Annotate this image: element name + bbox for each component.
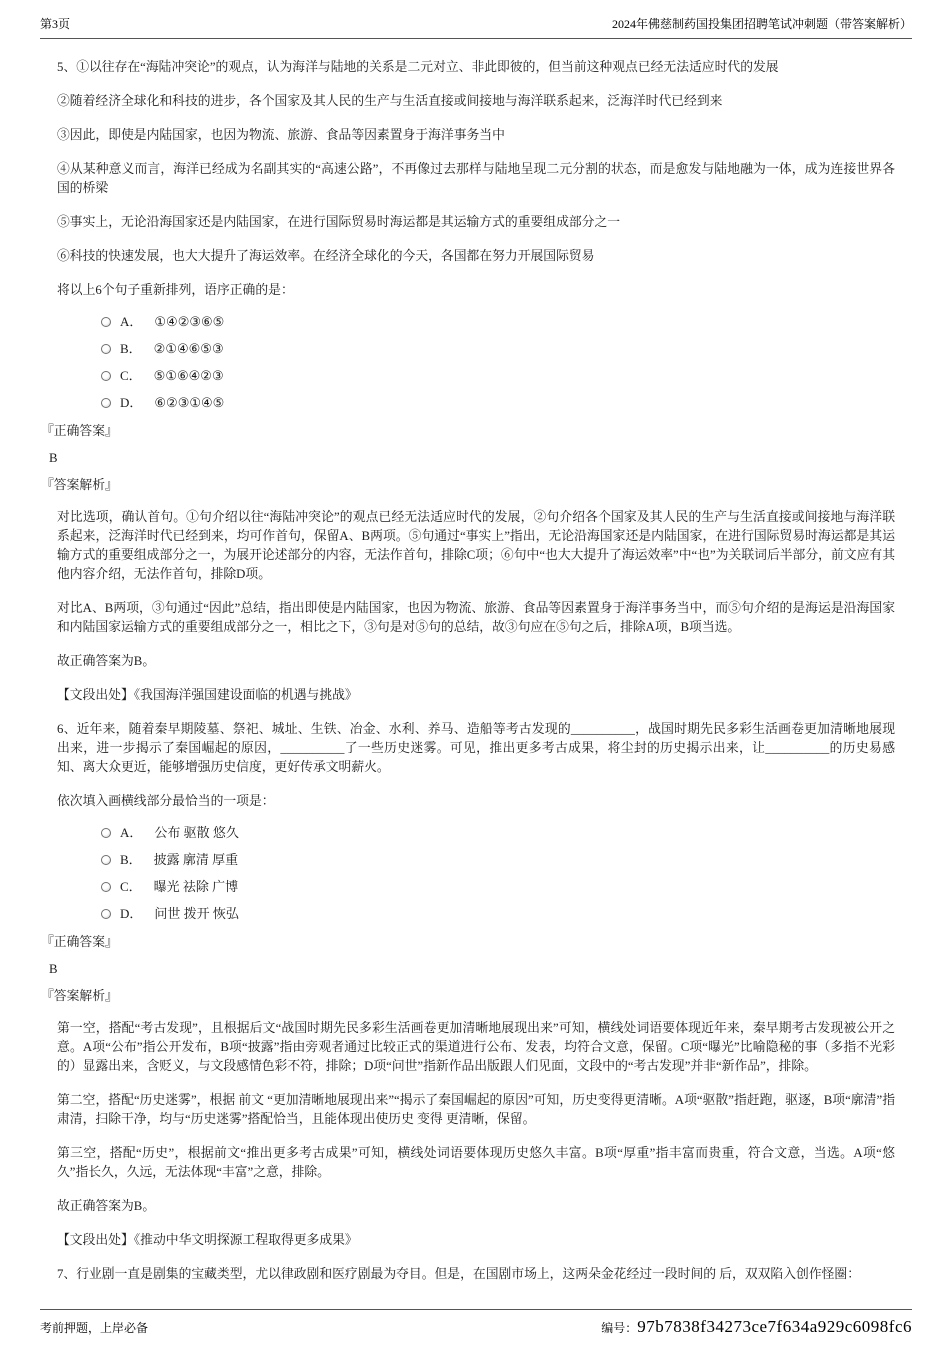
question-6-text: 6、近年来，随着秦早期陵墓、祭祀、城址、生铁、冶金、水利、养马、造船等考古发现的__________，战国时期先民多彩生活画卷更加清晰地展现出来，进一步揭示了秦国崛起的原因，__________了一些历史迷雾。可见，推出更多考古成果，将尘封的历史揭示出来，让__________的历史易感知、离大众更近，能够增强历史信度，更好传承文明薪火。 (57, 722, 895, 774)
radio-button[interactable] (101, 371, 111, 381)
analysis-paragraph: 第三空，搭配“历史”，根据前文“推出更多考古成果”可知，横线处词语要体现历史悠久丰富。B项“厚重”指丰富而贵重，符合文意，当选。A项“悠久”指长久，久远，无法体现“丰富”之意，排除。 (57, 1146, 895, 1179)
analysis-paragraph: 第一空，搭配“考古发现”，且根据后文“战国时期先民多彩生活画卷更加清晰地展现出来”可知，横线处词语要体现近年来，秦早期考古发现被公开之意。A项“公布”指公开发布，B项“披露”指由旁观者通过比较正式的渠道进行公布、发表，均符合文意，保留。C项“曝光”比喻隐秘的事（多指不光彩的）显露出来，含贬义，与文段感情色彩不符，排除；D项“问世”指新作品出版跟人们见面，文段中的“考古发现”并非“新作品”，排除。 (57, 1021, 895, 1073)
analysis-title: 『答案解析』 (41, 989, 118, 1003)
question-6-option-d[interactable] (101, 904, 895, 923)
question-5-statement-6: ⑥科技的快速发展，也大大提升了海运效率。在经济全球化的今天，各国都在努力开展国际贸易 (57, 249, 595, 263)
question-6-prompt: 依次填入画横线部分最恰当的一项是： (57, 794, 275, 808)
option-label: A． (120, 825, 143, 840)
option-value: ①④②③⑥⑤ (154, 314, 225, 329)
option-label: B． (120, 341, 142, 356)
option-value: 公布 驱散 悠久 (154, 825, 239, 840)
document-id-label: 编号： (601, 1321, 638, 1335)
option-label: C． (120, 368, 142, 383)
page-content (41, 58, 895, 1299)
question-5-statement-1: 5、①以往存在“海陆冲突论”的观点，认为海洋与陆地的关系是二元对立、非此即彼的，但当前这种观点已经无法适应时代的发展 (57, 60, 779, 74)
conclusion: 故正确答案为B。 (57, 654, 156, 668)
question-5-option-d[interactable] (101, 393, 895, 412)
question-5-options (101, 312, 895, 412)
footer-slogan: 考前押题，上岸必备 (40, 1321, 149, 1335)
page-footer (40, 1309, 912, 1337)
option-label: A． (120, 314, 143, 329)
analysis-paragraph: 第二空，搭配“历史迷雾”，根据 前文 “更加清晰地展现出来”“揭示了秦国崛起的原因”可知，历史变得更清晰。A项“驱散”指赶跑，驱逐，B项“廓清”指肃清，扫除干净，均与“历史迷雾”搭配恰当，且能体现出使历史 变得 更清晰，保留。 (57, 1093, 895, 1126)
question-5-option-b[interactable] (101, 339, 895, 358)
question-6-option-a[interactable] (101, 823, 895, 842)
option-label: B． (120, 852, 142, 867)
conclusion: 故正确答案为B。 (57, 1199, 156, 1213)
passage-source: 【文段出处】《我国海洋强国建设面临的机遇与挑战》 (57, 688, 358, 702)
option-value: ②①④⑥⑤③ (153, 341, 224, 356)
analysis-paragraph: 对比A、B两项，③句通过“因此”总结，指出即使是内陆国家，也因为物流、旅游、食品等因素置身于海洋事务当中，而⑤句介绍的是海运是沿海国家和内陆国家运输方式的重要组成部分之一，相比之下，③句是对⑤句的总结，故③句应在⑤句之后，排除A项，B项当选。 (57, 601, 895, 634)
question-5-statement-4: ④从某种意义而言，海洋已经成为名副其实的“高速公路”，不再像过去那样与陆地呈现二元分割的状态，而是愈发与陆地融为一体，成为连接世界各国的桥梁 (57, 162, 895, 195)
correct-answer-value: B (49, 451, 58, 465)
option-value: 问世 拨开 恢弘 (154, 906, 239, 921)
option-value: 披露 廓清 厚重 (153, 852, 239, 867)
question-6 (41, 720, 895, 1250)
page-number: 第3页 (40, 17, 71, 31)
question-5-statement-2: ②随着经济全球化和科技的进步，各个国家及其人民的生产与生活直接或间接地与海洋联系起来，泛海洋时代已经到来 (57, 94, 723, 108)
option-value: ⑤①⑥④②③ (153, 368, 224, 383)
question-7 (57, 1265, 895, 1284)
question-5-prompt: 将以上6个句子重新排列，语序正确的是： (57, 283, 294, 297)
analysis-title: 『答案解析』 (41, 478, 118, 492)
radio-button[interactable] (101, 398, 111, 408)
radio-button[interactable] (101, 909, 111, 919)
question-5-statement-5: ⑤事实上，无论沿海国家还是内陆国家，在进行国际贸易时海运都是其运输方式的重要组成部分之一 (57, 215, 621, 229)
question-6-option-c[interactable] (101, 877, 895, 896)
document-id-code: 97b7838f34273ce7f634a929c6098fc6 (637, 1317, 912, 1336)
passage-source: 【文段出处】《推动中华文明探源工程取得更多成果》 (57, 1233, 358, 1247)
option-value: 曝光 祛除 广博 (153, 879, 239, 894)
radio-button[interactable] (101, 317, 111, 327)
option-label: C． (120, 879, 142, 894)
question-6-option-b[interactable] (101, 850, 895, 869)
question-7-text: 7、行业剧一直是剧集的宝藏类型，尤以律政剧和医疗剧最为夺目。但是，在国剧市场上，这两朵金花经过一段时间的 后，双双陷入创作怪圈： (57, 1267, 861, 1281)
correct-answer-title: 『正确答案』 (41, 424, 118, 438)
question-5 (41, 58, 895, 705)
radio-button[interactable] (101, 855, 111, 865)
option-label: D． (120, 395, 143, 410)
correct-answer-title: 『正确答案』 (41, 935, 118, 949)
document-id (601, 1317, 912, 1337)
correct-answer-value: B (49, 962, 58, 976)
question-6-options (101, 823, 895, 923)
question-5-option-a[interactable] (101, 312, 895, 331)
option-label: D． (120, 906, 143, 921)
analysis-paragraph: 对比选项，确认首句。①句介绍以往“海陆冲突论”的观点已经无法适应时代的发展，②句介绍各个国家及其人民的生产与生活直接或间接地与海洋联系起来，泛海洋时代已经到来，均可作首句，保留A、B两项。⑤句通过“事实上”指出，无论沿海国家还是内陆国家，在进行国际贸易时海运都是其运输方式的重要组成部分之一，为展开论述部分的内容，无法作首句，排除C项；⑥句中“也大大提升了海运效率”中“也”为关联词后半部分，前文应有其他内容介绍，无法作首句，排除D项。 (57, 510, 895, 581)
radio-button[interactable] (101, 344, 111, 354)
radio-button[interactable] (101, 828, 111, 838)
question-5-option-c[interactable] (101, 366, 895, 385)
question-5-statement-3: ③因此，即使是内陆国家，也因为物流、旅游、食品等因素置身于海洋事务当中 (57, 128, 505, 142)
radio-button[interactable] (101, 882, 111, 892)
page-header (40, 15, 912, 39)
option-value: ⑥②③①④⑤ (154, 395, 225, 410)
document-title: 2024年佛慈制药国投集团招聘笔试冲刺题（带答案解析） (611, 17, 912, 31)
